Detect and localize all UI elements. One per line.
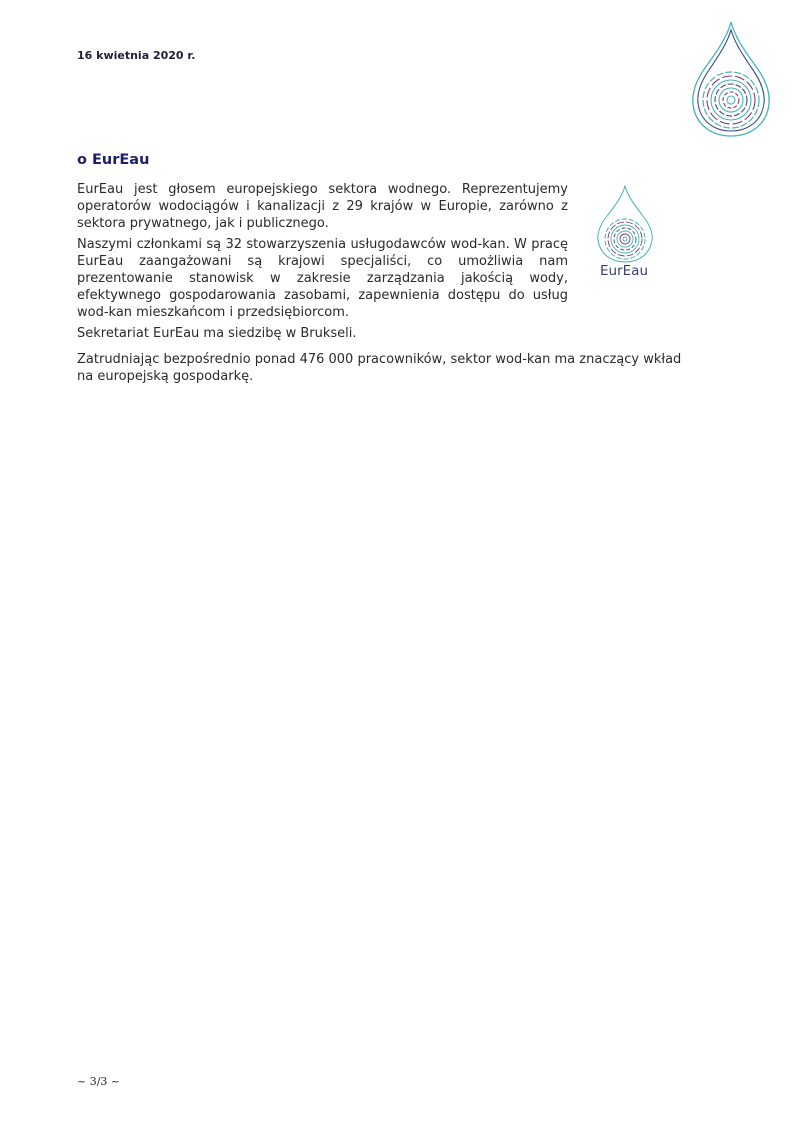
section-heading: o EurEau [77,152,150,168]
paragraph-members: Naszymi członkami są 32 stowarzyszenia usługodawców wod-kan. W pracę EurEau zaangażowani są krajowi specjaliści, co umożliwia nam prezentowanie stanowisk w zakresie zarządzania jakością wody, efektywnego gospodarowania zasobami, zapewnienia dostępu do usług wod-kan mieszkańcom i przedsiębiorcom. [77,237,568,320]
paragraph-secretariat: Sekretariat EurEau ma siedzibę w Brukseli. [77,326,357,341]
eureau-logo-drop-icon [590,185,660,265]
eureau-logo [590,185,660,285]
paragraph-employment: Zatrudniając bezpośrednio ponad 476 000 pracowników, sektor wod-kan ma znaczący wkład na europejską gospodarkę. [77,352,682,384]
document-date: 16 kwietnia 2020 r. [77,49,196,62]
eureau-logo-text: EurEau [600,263,648,279]
eureau-drop-icon [687,20,775,140]
page-number: ~ 3/3 ~ [77,1075,121,1088]
paragraph-intro: EurEau jest głosem europejskiego sektora wodnego. Reprezentujemy operatorów wodociągów i kanalizacji z 29 krajów w Europie, zarówno z sektora prywatnego, jak i publicznego. [77,182,568,231]
